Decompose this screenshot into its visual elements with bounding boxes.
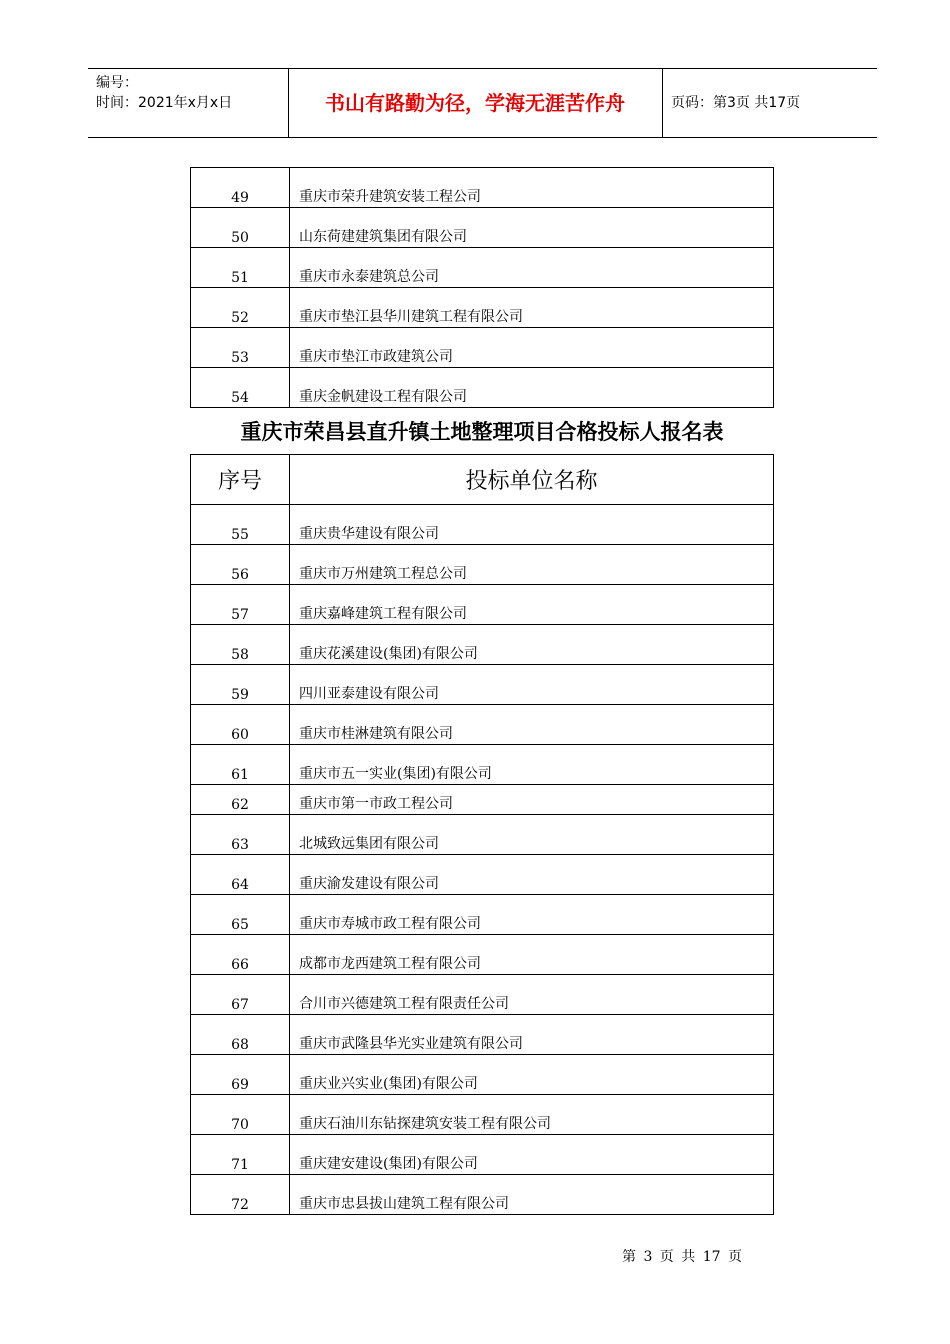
- company-name: 重庆贵华建设有限公司: [290, 505, 774, 545]
- company-name: 北城致远集团有限公司: [290, 815, 774, 855]
- table-row: [191, 545, 774, 585]
- row-number: 72: [191, 1175, 290, 1215]
- table-row: [191, 895, 774, 935]
- company-name: 重庆业兴实业(集团)有限公司: [290, 1055, 774, 1095]
- table-row: [191, 665, 774, 705]
- company-name: 重庆市垫江县华川建筑工程有限公司: [290, 288, 774, 328]
- table-row: [191, 1095, 774, 1135]
- table-row: [191, 1055, 774, 1095]
- company-name: 成都市龙西建筑工程有限公司: [290, 935, 774, 975]
- company-name: 重庆市桂淋建筑有限公司: [290, 705, 774, 745]
- company-name: 重庆石油川东钻探建筑安装工程有限公司: [290, 1095, 774, 1135]
- row-number: 67: [191, 975, 290, 1015]
- company-name: 重庆市武隆县华光实业建筑有限公司: [290, 1015, 774, 1055]
- company-name: 重庆嘉峰建筑工程有限公司: [290, 585, 774, 625]
- company-name: 重庆市荣升建筑安装工程公司: [290, 168, 774, 208]
- header-page-label: 页码：第3页 共17页: [671, 95, 801, 111]
- row-number: 56: [191, 545, 290, 585]
- table-row: [191, 585, 774, 625]
- company-name: 重庆渝发建设有限公司: [290, 855, 774, 895]
- company-name: 山东荷建建筑集团有限公司: [290, 208, 774, 248]
- col-header-name: 投标单位名称: [290, 455, 774, 505]
- col-header-no: 序号: [191, 455, 290, 505]
- row-number: 58: [191, 625, 290, 665]
- company-name: 四川亚泰建设有限公司: [290, 665, 774, 705]
- row-number: 65: [191, 895, 290, 935]
- table-row: [191, 328, 774, 368]
- table-row: [191, 505, 774, 545]
- company-name: 重庆市寿城市政工程有限公司: [290, 895, 774, 935]
- row-number: 62: [191, 785, 290, 815]
- header-divider: [662, 69, 663, 137]
- row-number: 54: [191, 368, 290, 408]
- bidder-table-continued: [190, 167, 774, 408]
- company-name: 重庆花溪建设(集团)有限公司: [290, 625, 774, 665]
- company-name: 重庆市第一市政工程公司: [290, 785, 774, 815]
- table-row: [191, 745, 774, 785]
- row-number: 70: [191, 1095, 290, 1135]
- table-row: [191, 168, 774, 208]
- bidder-table: [190, 454, 774, 1215]
- row-number: 57: [191, 585, 290, 625]
- company-name: 重庆建安建设(集团)有限公司: [290, 1135, 774, 1175]
- row-number: 64: [191, 855, 290, 895]
- table-row: [191, 1135, 774, 1175]
- row-number: 69: [191, 1055, 290, 1095]
- header-meta: [96, 73, 232, 113]
- row-number: 55: [191, 505, 290, 545]
- table-row: [191, 705, 774, 745]
- table-row: [191, 855, 774, 895]
- table-header-row: [191, 455, 774, 505]
- table-row: [191, 935, 774, 975]
- table-row: [191, 785, 774, 815]
- row-number: 59: [191, 665, 290, 705]
- table-row: [191, 1175, 774, 1215]
- company-name: 重庆市垫江市政建筑公司: [290, 328, 774, 368]
- company-name: 重庆金帆建设工程有限公司: [290, 368, 774, 408]
- table-row: [191, 248, 774, 288]
- table-row: [191, 815, 774, 855]
- row-number: 63: [191, 815, 290, 855]
- row-number: 53: [191, 328, 290, 368]
- time-label: 时间：2021年x月x日: [96, 95, 233, 111]
- company-name: 重庆市万州建筑工程总公司: [290, 545, 774, 585]
- header-motto: 书山有路勤为径，学海无涯苦作舟: [325, 91, 625, 115]
- table-row: [191, 975, 774, 1015]
- table-row: [191, 1015, 774, 1055]
- table-title: 重庆市荣昌县直升镇土地整理项目合格投标人报名表: [240, 420, 724, 444]
- page-footer: 第 3 页 共 17 页: [622, 1249, 742, 1265]
- number-label: 编号：: [96, 75, 138, 91]
- company-name: 合川市兴德建筑工程有限责任公司: [290, 975, 774, 1015]
- company-name: 重庆市五一实业(集团)有限公司: [290, 745, 774, 785]
- row-number: 50: [191, 208, 290, 248]
- company-name: 重庆市永泰建筑总公司: [290, 248, 774, 288]
- row-number: 66: [191, 935, 290, 975]
- table-row: [191, 368, 774, 408]
- row-number: 60: [191, 705, 290, 745]
- row-number: 52: [191, 288, 290, 328]
- page-header: [88, 68, 877, 138]
- row-number: 49: [191, 168, 290, 208]
- row-number: 71: [191, 1135, 290, 1175]
- company-name: 重庆市忠县拔山建筑工程有限公司: [290, 1175, 774, 1215]
- table-row: [191, 208, 774, 248]
- table-row: [191, 288, 774, 328]
- row-number: 68: [191, 1015, 290, 1055]
- row-number: 51: [191, 248, 290, 288]
- row-number: 61: [191, 745, 290, 785]
- table-row: [191, 625, 774, 665]
